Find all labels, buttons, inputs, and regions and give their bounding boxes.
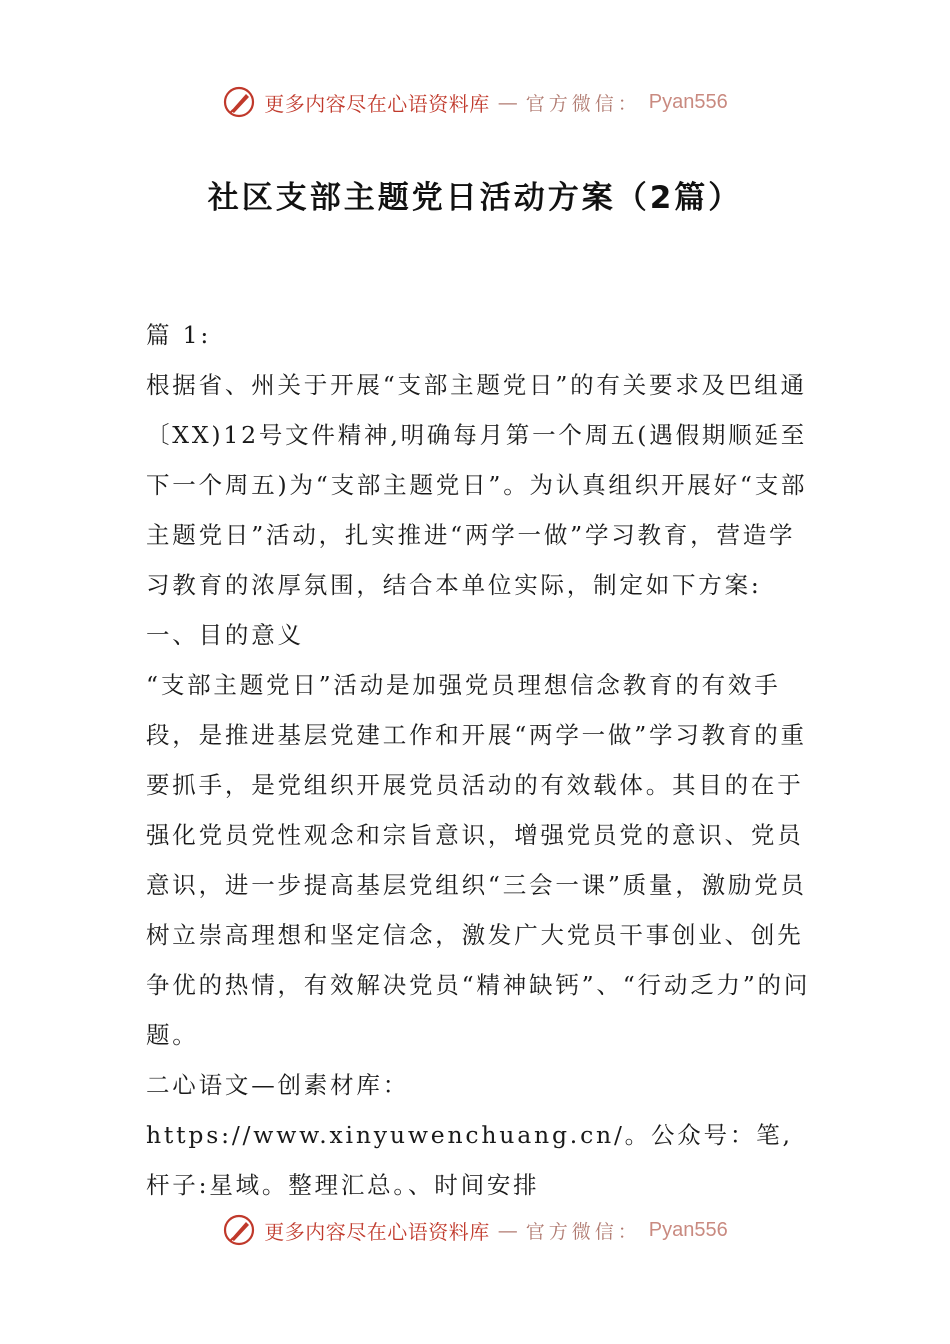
document-body: [146, 310, 811, 1210]
banner-dash: —: [497, 90, 518, 114]
banner-dash: —: [497, 1218, 518, 1242]
banner-wechat-label: 官方微信：: [525, 1220, 641, 1243]
heading-purpose: 一、目的意义: [146, 621, 304, 649]
footer-banner: [0, 1210, 950, 1250]
section-label: 篇 1:: [146, 321, 212, 349]
quill-pen-logo-icon: [222, 85, 256, 119]
page-title: 社区支部主题党日活动方案（2篇）: [207, 180, 743, 216]
paragraph-purpose: “支部主题党日”活动是加强党员理想信念教育的有效手段，是推进基层党建工作和开展“两学一做”学习教育的重要抓手，是党组织开展党员活动的有效载体。其目的在于强化党员党性观念和宗旨意识，增强党员党的意识、党员意识，进一步提高基层党组织“三会一课”质量，激励党员树立崇高理想和坚定信念，激发广大党员干事创业、创先争优的热情，有效解决党员“精神缺钙”、“行动乏力”的问题。: [146, 671, 811, 1049]
banner-wechat-label: 官方微信：: [525, 92, 641, 115]
header-banner: [0, 82, 950, 122]
banner-text: 更多内容尽在心语资料库: [264, 91, 490, 116]
quill-pen-logo-icon: [222, 1213, 256, 1247]
banner-wechat-id: Pyan556: [648, 1218, 728, 1241]
paragraph-schedule: 二心语文—创素材库：https://www.xinyuwenchuang.cn/。公众号：笔,杆子:星域。整理汇总。、时间安排: [146, 1071, 793, 1199]
paragraph-intro: 根据省、州关于开展“支部主题党日”的有关要求及巴组通〔XX)12号文件精神,明确每月第一个周五(遇假期顺延至下一个周五)为“支部主题党日”。为认真组织开展好“支部主题党日”活动，扎实推进“两学一做”学习教育，营造学习教育的浓厚氛围，结合本单位实际，制定如下方案:: [146, 371, 808, 599]
banner-wechat-id: Pyan556: [648, 90, 728, 113]
banner-text: 更多内容尽在心语资料库: [264, 1219, 490, 1244]
